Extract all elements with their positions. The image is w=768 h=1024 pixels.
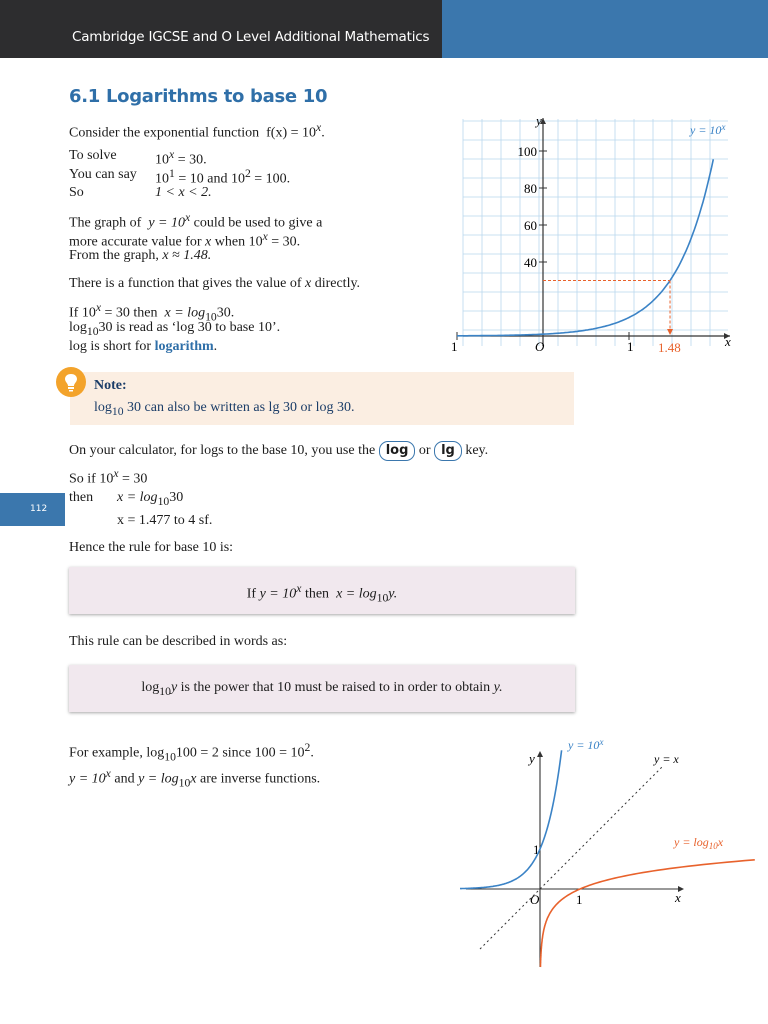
so-label: So — [69, 185, 84, 200]
y-one-label: 1 — [533, 842, 540, 857]
x-one-label: 1 — [576, 892, 583, 907]
y-axis-label: y — [536, 113, 542, 128]
words-rule-text: $\log_{10}y$ is the power that 10 must be raised to in order to obtain y. — [141, 680, 503, 698]
inverse-functions-graph — [458, 735, 748, 975]
graph-paragraph-line-3: From the graph, x ≈ 1.48. — [69, 248, 212, 263]
exponential-graph — [451, 113, 748, 355]
graph-paragraph-line-2: more accurate value for x when $10^x = 30$. — [69, 230, 301, 250]
log-key-icon: log — [379, 441, 416, 461]
y-tick-label: 100 — [517, 144, 537, 159]
you-can-say-expr: $10^1 = 10$ and $10^2 = 100$. — [155, 167, 291, 187]
words-intro: This rule can be described in words as: — [69, 634, 288, 649]
you-can-say-label: You can say — [69, 167, 137, 182]
curve-label: $y = 10^x$ — [690, 122, 726, 137]
graph-paragraph-line-1: The graph of $y = 10^x$ could be used to give a — [69, 211, 323, 231]
logarithm-curve — [540, 860, 754, 967]
header-accent-bar — [442, 0, 768, 58]
function-line: There is a function that gives the value of x directly. — [69, 276, 361, 291]
short-line: log is short for logarithm. — [69, 339, 218, 354]
origin-label: O — [530, 892, 540, 907]
x-axis-label: x — [675, 890, 681, 905]
y-tick-label: 60 — [524, 218, 537, 233]
read-line: $\log_{10}30$ is read as ‘log 30 to base 10’. — [69, 320, 281, 338]
page-number: 112 — [30, 504, 48, 514]
identity-label: y = x — [654, 752, 679, 766]
y-tick-label: 40 — [524, 255, 537, 270]
inverse-line: $y = 10^x$ and $y = \log_{10}x$ are inverse functions. — [69, 767, 321, 790]
logarithm-label: $y = \log_{10}x$ — [674, 835, 724, 851]
x-tick-label-left: 1 — [451, 339, 458, 354]
note-title: Note: — [94, 378, 127, 393]
x-tick-label-right: 1 — [627, 339, 634, 354]
lightbulb-icon — [56, 367, 86, 397]
origin-label: O — [535, 339, 545, 354]
exponential-curve — [457, 159, 713, 335]
identity-line — [480, 766, 663, 949]
then-label: then — [69, 490, 94, 505]
rule-box — [69, 567, 575, 614]
then-expr: $x = \log_{10}30$ — [117, 490, 184, 508]
exponential-curve — [460, 750, 562, 888]
calculator-line: On your calculator, for logs to the base 10, you use the log or lg key. — [69, 441, 488, 461]
to-solve-label: To solve — [69, 148, 117, 163]
book-title: Cambridge IGCSE and O Level Additional Mathematics — [72, 29, 430, 45]
y-axis-arrow-icon — [537, 751, 543, 757]
exponential-label: $y = 10^x$ — [568, 737, 604, 752]
section-title: 6.1 Logarithms to base 10 — [69, 86, 328, 107]
so-expr: 1 < x < 2. — [155, 185, 212, 200]
y-axis-label: y — [529, 751, 535, 766]
rule-text: If $y = 10^x$ then $x = \log_{10}y$. — [246, 582, 398, 605]
note-text: $\log_{10} 30$ can also be written as lg 30 or log 30. — [94, 400, 355, 418]
so-if-line: So if $10^x = 30$ — [69, 467, 148, 487]
result-expr: x = 1.477 to 4 sf. — [117, 513, 213, 528]
x-axis-label: x — [725, 334, 731, 349]
intro-line: Consider the exponential function $f(x) = 10^x$. — [69, 121, 325, 141]
words-rule-box — [69, 665, 575, 712]
example-line: For example, $\log_{10}100 = 2$ since $100 = 10^2$. — [69, 741, 314, 764]
lg-key-icon: lg — [434, 441, 462, 461]
glossary-link-logarithm[interactable]: logarithm — [154, 339, 214, 354]
rule-intro: Hence the rule for base 10 is: — [69, 540, 234, 555]
to-solve-expr: $10^x = 30$. — [155, 148, 207, 168]
marked-value-label: 1.48 — [658, 340, 681, 355]
if-line: If $10^x = 30$ then $x = \log_{10}30$. — [69, 301, 235, 324]
y-tick-label: 80 — [524, 181, 537, 196]
